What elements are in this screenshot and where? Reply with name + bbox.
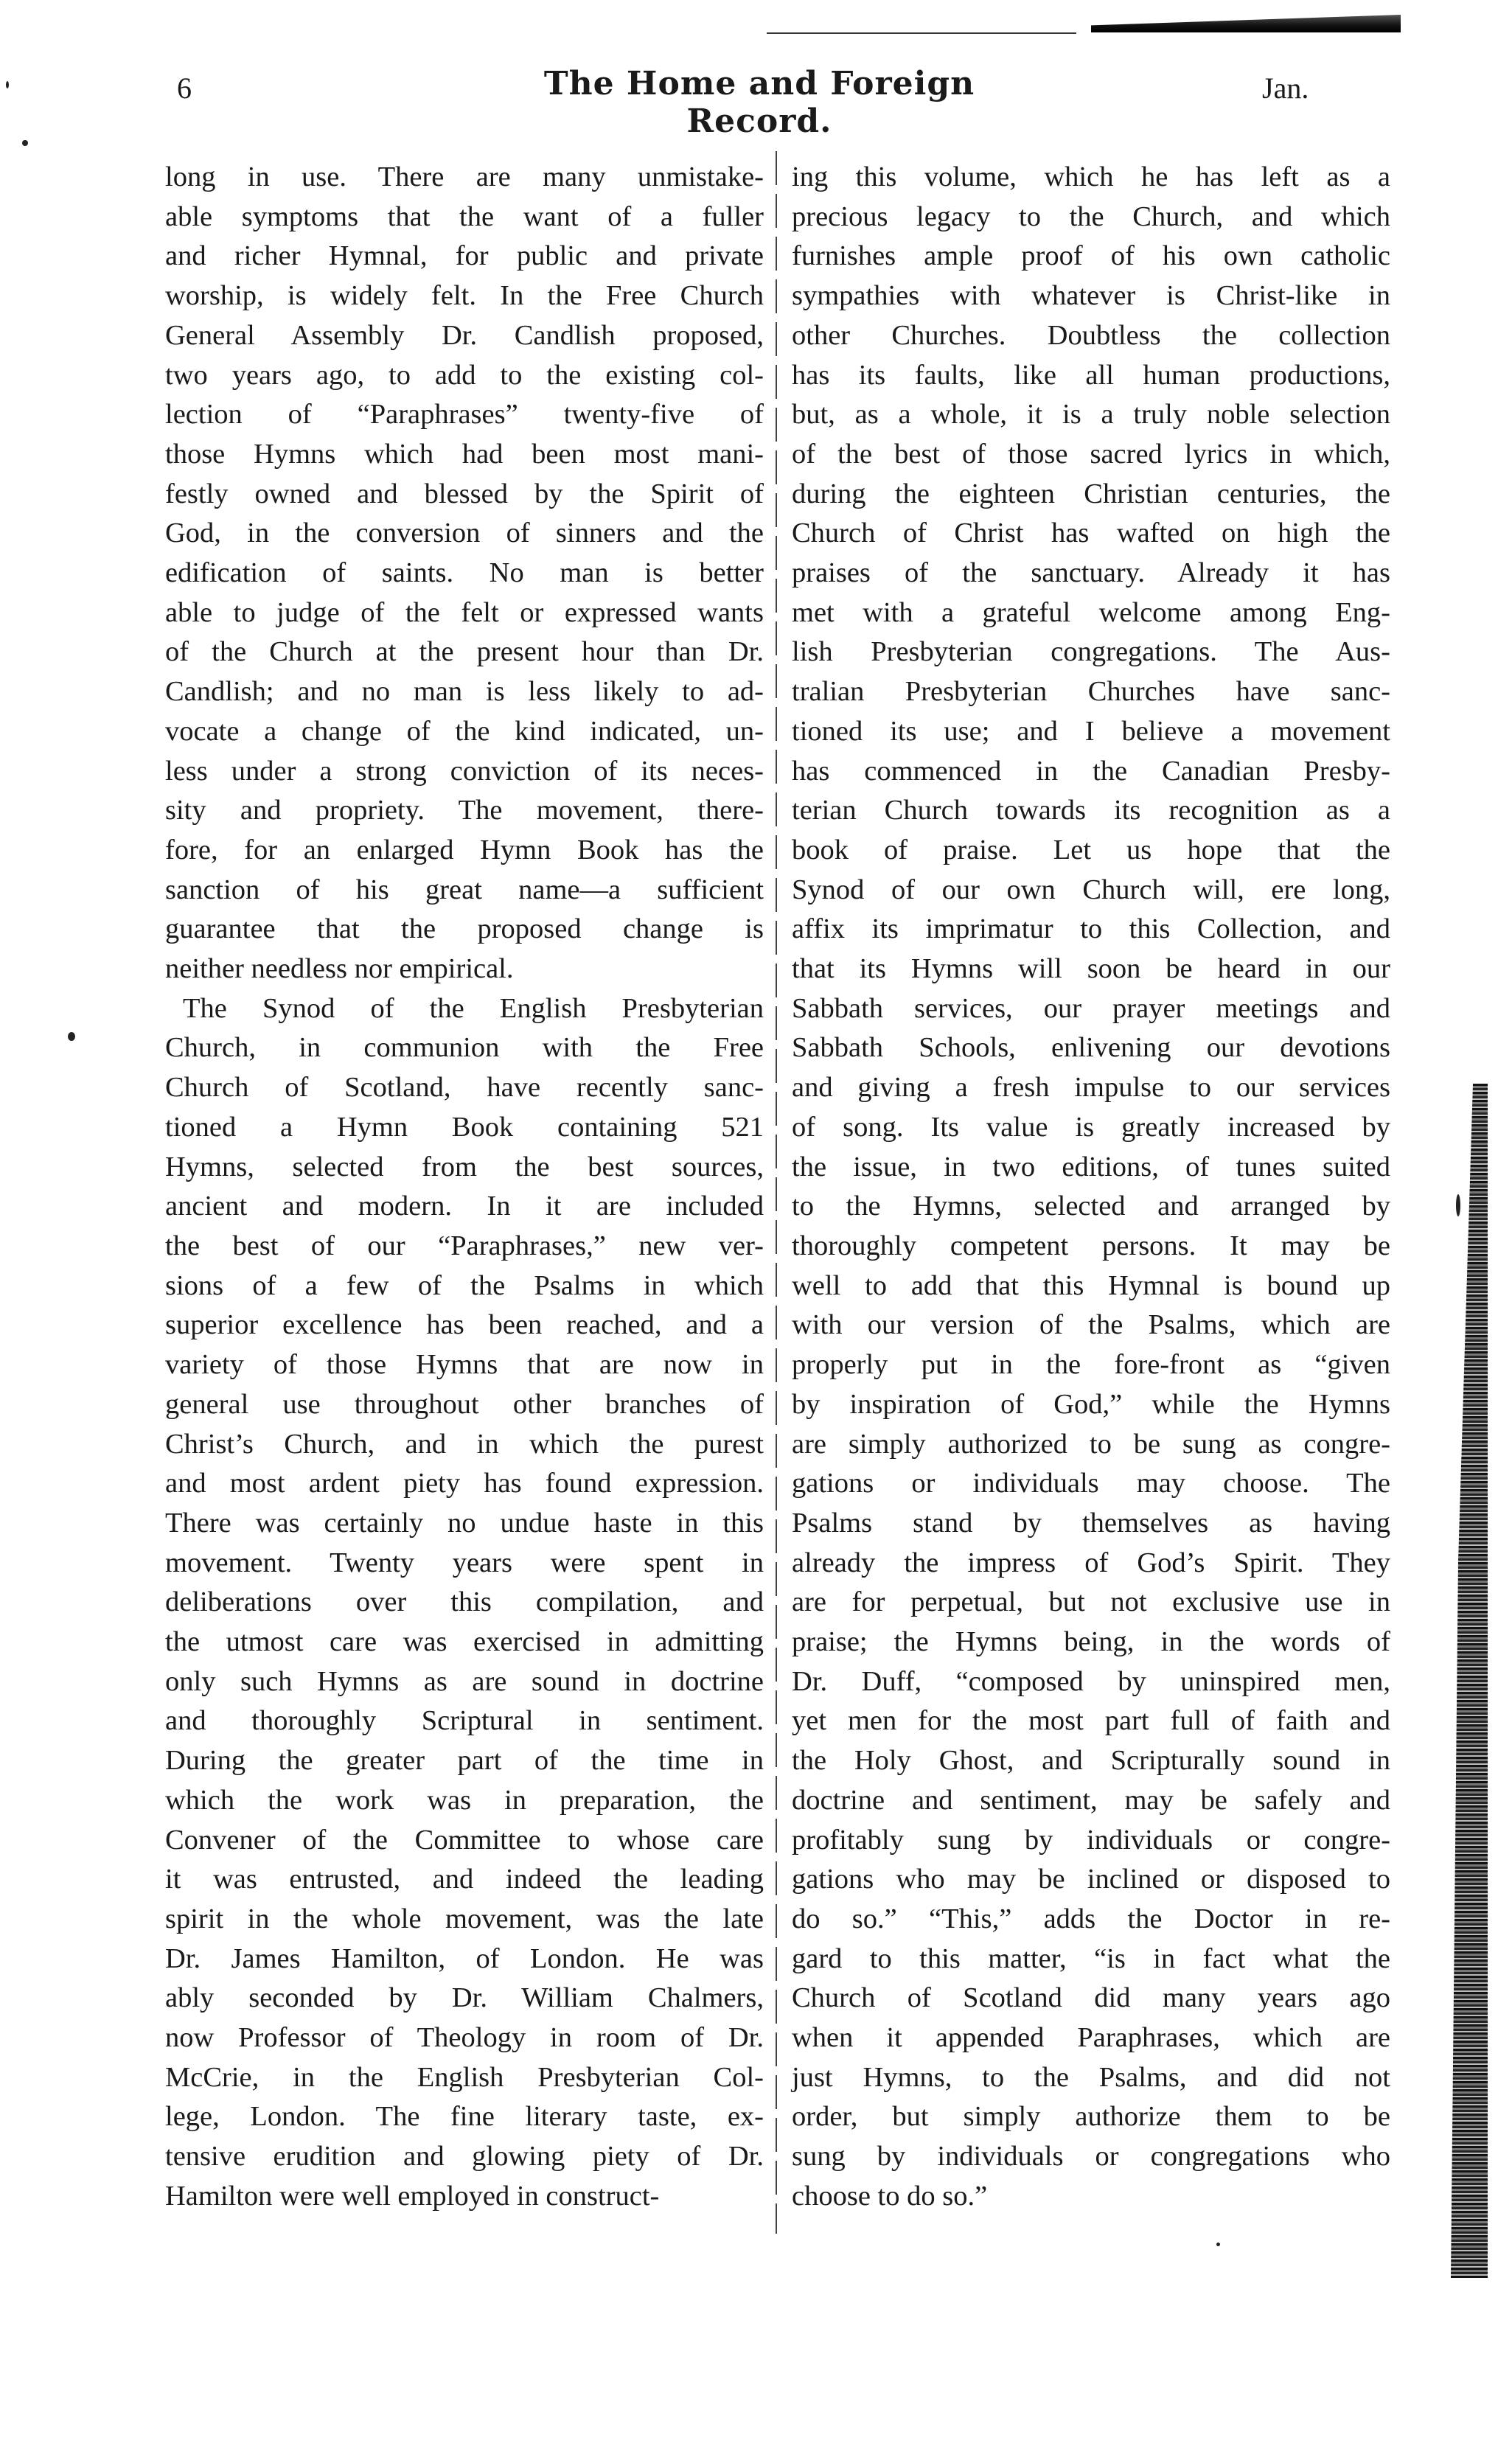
text-line: are simply authorized to be sung as congre- (792, 1428, 1390, 1460)
text-line: variety of those Hymns that are now in (165, 1349, 764, 1381)
text-line: Church of Scotland, have recently sanc- (165, 1072, 764, 1104)
text-line: tioned a Hymn Book containing 521 (165, 1111, 764, 1143)
text-line: tensive erudition and glowing piety of Dr. (165, 2141, 764, 2173)
text-line: Synod of our own Church will, ere long, (792, 874, 1390, 905)
text-line: Church, in communion with the Free (165, 1032, 764, 1064)
text-line: Hamilton were well employed in construct- (165, 2180, 660, 2212)
text-line: sanction of his great name—a sufficient (165, 874, 764, 905)
text-line: Christ’s Church, and in which the purest (165, 1428, 764, 1460)
text-line: Church of Christ has wafted on high the (792, 518, 1390, 549)
running-title: The Home and Foreign Record. (543, 65, 975, 140)
text-line: has commenced in the Canadian Presby- (792, 755, 1390, 787)
text-line: but, as a whole, it is a truly noble selection (792, 399, 1390, 431)
text-line: thoroughly competent persons. It may be (792, 1230, 1390, 1261)
text-line: sympathies with whatever is Christ-like in (792, 280, 1390, 312)
scan-speck (1456, 1194, 1460, 1216)
scan-speck (1216, 2243, 1220, 2246)
text-line: by inspiration of God,” while the Hymns (792, 1388, 1390, 1420)
text-line: those Hymns which had been most mani- (165, 438, 764, 470)
text-line: the best of our “Paraphrases,” new ver- (165, 1230, 764, 1261)
text-line: with our version of the Psalms, which are (792, 1309, 1390, 1341)
text-line: and most ardent piety has found expression. (165, 1468, 764, 1499)
text-line: Hymns, selected from the best sources, (165, 1151, 764, 1182)
text-line: now Professor of Theology in room of Dr. (165, 2022, 764, 2054)
text-line: long in use. There are many unmistake- (165, 161, 764, 192)
text-line: The Synod of the English Presbyterian (183, 992, 764, 1024)
text-line: festly owned and blessed by the Spirit of (165, 478, 764, 509)
column-divider (776, 151, 777, 2234)
text-line: sung by individuals or congregations who (792, 2141, 1390, 2173)
text-line: which the work was in preparation, the (165, 1784, 764, 1816)
text-line: it was entrusted, and indeed the leading (165, 1864, 764, 1895)
text-line: sity and propriety. The movement, there- (165, 795, 764, 826)
left-column (165, 158, 764, 2217)
text-line: Sabbath services, our prayer meetings and (792, 992, 1390, 1024)
text-line: General Assembly Dr. Candlish proposed, (165, 319, 764, 351)
text-line: vocate a change of the kind indicated, un- (165, 715, 764, 747)
text-line: gations or individuals may choose. The (792, 1468, 1390, 1499)
text-line: guarantee that the proposed change is (165, 913, 764, 945)
text-line: and thoroughly Scriptural in sentiment. (165, 1705, 764, 1737)
page-number: 6 (177, 72, 192, 105)
text-line: to the Hymns, selected and arranged by (792, 1191, 1390, 1222)
text-line: other Churches. Doubtless the collection (792, 319, 1390, 351)
text-line: do so.” “This,” adds the Doctor in re- (792, 1903, 1390, 1934)
text-line: general use throughout other branches of (165, 1388, 764, 1420)
text-line: met with a grateful welcome among Eng- (792, 596, 1390, 628)
text-line: God, in the conversion of sinners and the (165, 518, 764, 549)
text-line: superior excellence has been reached, and a (165, 1309, 764, 1341)
text-line: There was certainly no undue haste in this (165, 1507, 764, 1539)
text-line: profitably sung by individuals or congre- (792, 1824, 1390, 1856)
text-line: choose to do so.” (792, 2180, 988, 2212)
text-line: spirit in the whole movement, was the late (165, 1903, 764, 1934)
text-line: and richer Hymnal, for public and private (165, 240, 764, 272)
text-line: Dr. Duff, “composed by uninspired men, (792, 1665, 1390, 1697)
text-line: terian Church towards its recognition as a (792, 795, 1390, 826)
text-line: Psalms stand by themselves as having (792, 1507, 1390, 1539)
text-line: ing this volume, which he has left as a (792, 161, 1390, 192)
text-line: only such Hymns as are sound in doctrine (165, 1665, 764, 1697)
text-line: tioned its use; and I believe a movement (792, 715, 1390, 747)
text-line: just Hymns, to the Psalms, and did not (792, 2061, 1390, 2093)
text-line: of the Church at the present hour than Dr. (165, 636, 764, 668)
text-line: properly put in the fore-front as “given (792, 1349, 1390, 1381)
text-line: lege, London. The fine literary taste, ex- (165, 2101, 764, 2133)
text-line: that its Hymns will soon be heard in our (792, 953, 1390, 985)
text-line: less under a strong conviction of its neces- (165, 755, 764, 787)
text-line: edification of saints. No man is better (165, 557, 764, 589)
scan-edge-mark (1091, 15, 1401, 32)
running-date: Jan. (1262, 72, 1309, 105)
text-line: the Holy Ghost, and Scripturally sound in (792, 1745, 1390, 1777)
text-line: of song. Its value is greatly increased by (792, 1111, 1390, 1143)
text-line: fore, for an enlarged Hymn Book has the (165, 834, 764, 865)
text-line: furnishes ample proof of his own catholic (792, 240, 1390, 272)
text-line: able to judge of the felt or expressed wants (165, 596, 764, 628)
text-line: during the eighteen Christian centuries, the (792, 478, 1390, 509)
text-line: precious legacy to the Church, and which (792, 201, 1390, 232)
text-line: yet men for the most part full of faith and (792, 1705, 1390, 1737)
text-line: affix its imprimatur to this Collection, and (792, 913, 1390, 945)
text-line: gations who may be inclined or disposed to (792, 1864, 1390, 1895)
text-line: Candlish; and no man is less likely to ad- (165, 676, 764, 708)
text-line: lection of “Paraphrases” twenty-five of (165, 399, 764, 431)
scan-speck (6, 81, 9, 88)
header-rule (767, 32, 1076, 34)
text-line: Church of Scotland did many years ago (792, 1982, 1390, 2014)
text-line: the utmost care was exercised in admitting (165, 1626, 764, 1658)
text-line: book of praise. Let us hope that the (792, 834, 1390, 865)
text-line: Convener of the Committee to whose care (165, 1824, 764, 1856)
text-line: are for perpetual, but not exclusive use in (792, 1586, 1390, 1618)
text-line: worship, is widely felt. In the Free Church (165, 280, 764, 312)
text-line: sions of a few of the Psalms in which (165, 1269, 764, 1301)
text-line: movement. Twenty years were spent in (165, 1547, 764, 1578)
text-line: able symptoms that the want of a fuller (165, 201, 764, 232)
text-line: two years ago, to add to the existing col- (165, 359, 764, 391)
text-line: well to add that this Hymnal is bound up (792, 1269, 1390, 1301)
text-line: neither needless nor empirical. (165, 953, 514, 985)
scan-edge-noise (1451, 1084, 1488, 2278)
text-line: lish Presbyterian congregations. The Aus- (792, 636, 1390, 668)
text-line: has its faults, like all human productions, (792, 359, 1390, 391)
text-line: gard to this matter, “is in fact what the (792, 1942, 1390, 1974)
text-line: doctrine and sentiment, may be safely and (792, 1784, 1390, 1816)
right-column (792, 158, 1390, 2217)
text-line: ancient and modern. In it are included (165, 1191, 764, 1222)
text-line: when it appended Paraphrases, which are (792, 2022, 1390, 2054)
text-line: tralian Presbyterian Churches have sanc- (792, 676, 1390, 708)
text-line: McCrie, in the English Presbyterian Col- (165, 2061, 764, 2093)
text-line: praise; the Hymns being, in the words of (792, 1626, 1390, 1658)
scan-speck (68, 1032, 75, 1041)
text-line: praises of the sanctuary. Already it has (792, 557, 1390, 589)
text-line: During the greater part of the time in (165, 1745, 764, 1777)
text-line: Sabbath Schools, enlivening our devotions (792, 1032, 1390, 1064)
text-line: Dr. James Hamilton, of London. He was (165, 1942, 764, 1974)
text-line: the issue, in two editions, of tunes suited (792, 1151, 1390, 1182)
text-line: order, but simply authorize them to be (792, 2101, 1390, 2133)
text-line: deliberations over this compilation, and (165, 1586, 764, 1618)
scan-speck (22, 140, 28, 146)
text-line: ably seconded by Dr. William Chalmers, (165, 1982, 764, 2014)
text-line: already the impress of God’s Spirit. They (792, 1547, 1390, 1578)
text-line: of the best of those sacred lyrics in which, (792, 438, 1390, 470)
text-line: and giving a fresh impulse to our services (792, 1072, 1390, 1104)
